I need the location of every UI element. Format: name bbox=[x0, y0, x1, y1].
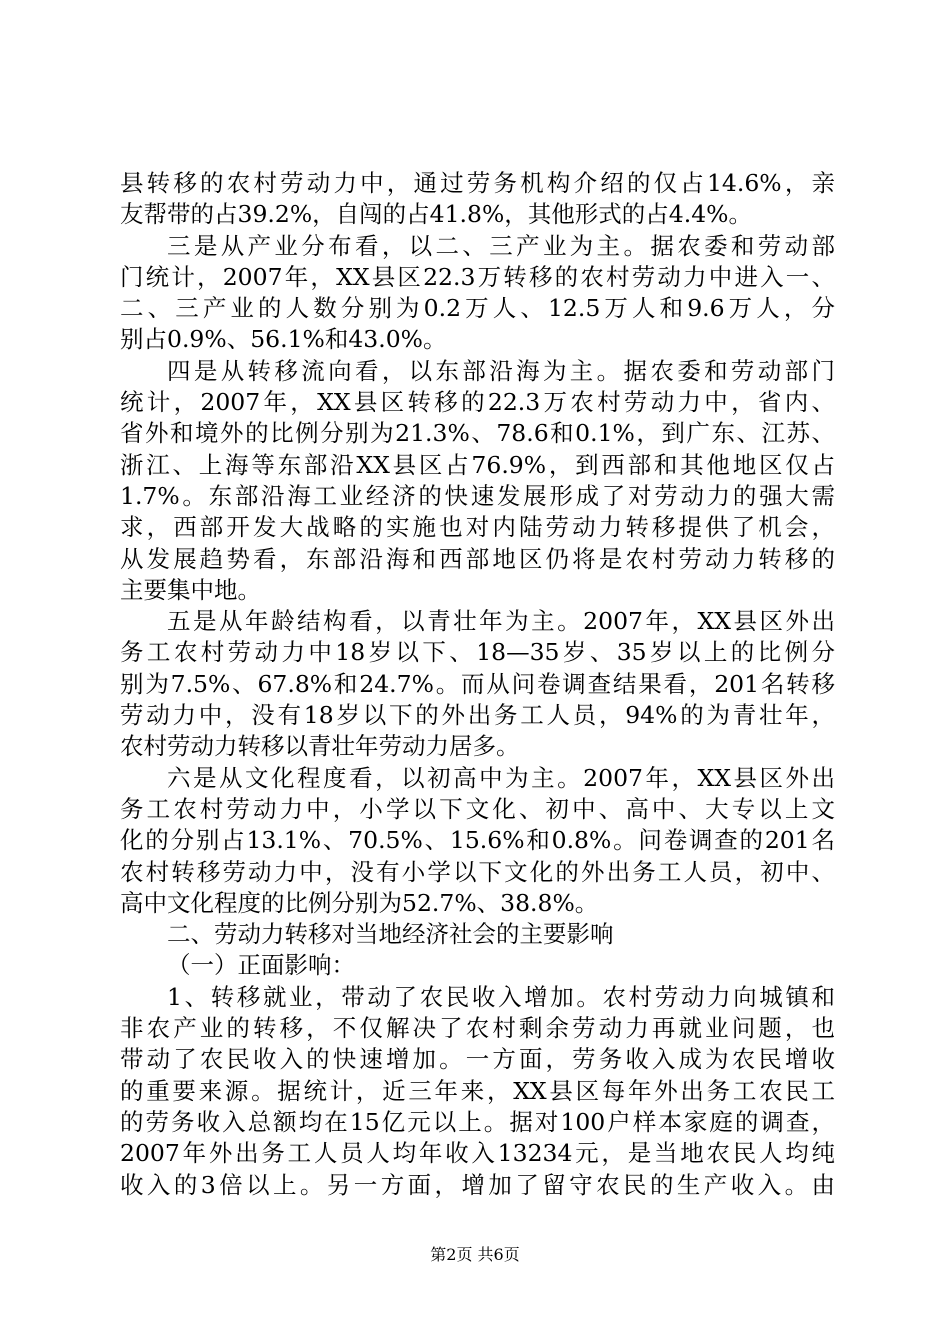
text-line: 省外和境外的比例分别为21.3%、78.6和0.1%，到广东、江苏、 bbox=[120, 419, 835, 448]
text-line: 县转移的农村劳动力中，通过劳务机构介绍的仅占14.6%，亲 bbox=[120, 169, 835, 197]
page-footer: 第2页 共6页 bbox=[430, 1245, 520, 1264]
text-line: 三是从产业分布看，以二、三产业为主。据农委和劳动部 bbox=[167, 231, 835, 260]
text-line: 1、转移就业，带动了农民收入增加。农村劳动力向城镇和 bbox=[167, 982, 835, 1011]
text-line: 二、劳动力转移对当地经济社会的主要影响 bbox=[167, 920, 614, 949]
text-line: （一）正面影响： bbox=[167, 951, 355, 980]
text-line: 五是从年龄结构看，以青壮年为主。2007年，XX县区外出 bbox=[167, 607, 835, 636]
text-line: 求，西部开发大战略的实施也对内陆劳动力转移提供了机会， bbox=[120, 513, 835, 542]
text-line: 的劳务收入总额均在15亿元以上。据对100户样本家庭的调查， bbox=[120, 1107, 835, 1136]
text-line: 农村转移劳动力中，没有小学以下文化的外出务工人员，初中、 bbox=[120, 857, 835, 886]
text-line: 收入的3倍以上。另一方面，增加了留守农民的生产收入。由 bbox=[120, 1170, 835, 1199]
text-line: 务工农村劳动力中18岁以下、18—35岁、35岁以上的比例分 bbox=[120, 638, 835, 667]
text-line: 六是从文化程度看，以初高中为主。2007年，XX县区外出 bbox=[167, 763, 835, 792]
text-line: 高中文化程度的比例分别为52.7%、38.8%。 bbox=[120, 888, 599, 917]
text-line: 二、三产业的人数分别为0.2万人、12.5万人和9.6万人，分 bbox=[120, 294, 835, 323]
text-line: 别为7.5%、67.8%和24.7%。而从问卷调查结果看，201名转移 bbox=[120, 669, 835, 698]
text-line: 非农产业的转移，不仅解决了农村剩余劳动力再就业问题，也 bbox=[120, 1014, 835, 1043]
text-line: 从发展趋势看，东部沿海和西部地区仍将是农村劳动力转移的 bbox=[120, 544, 835, 573]
text-line: 劳动力中，没有18岁以下的外出务工人员，94%的为青壮年， bbox=[120, 701, 835, 730]
text-line: 别占0.9%、56.1%和43.0%。 bbox=[120, 325, 447, 354]
text-line: 四是从转移流向看，以东部沿海为主。据农委和劳动部门 bbox=[167, 356, 835, 385]
text-line: 门统计，2007年，XX县区22.3万转移的农村劳动力中进入一、 bbox=[120, 262, 835, 291]
text-line: 浙江、上海等东部沿XX县区占76.9%，到西部和其他地区仅占 bbox=[120, 450, 835, 479]
text-line: 主要集中地。 bbox=[120, 575, 261, 604]
text-line: 2007年外出务工人员人均年收入13234元，是当地农民人均纯 bbox=[120, 1139, 835, 1168]
text-line: 化的分别占13.1%、70.5%、15.6%和0.8%。问卷调查的201名 bbox=[120, 826, 835, 855]
text-line: 带动了农民收入的快速增加。一方面，劳务收入成为农民增收 bbox=[120, 1045, 835, 1074]
text-line: 1.7%。东部沿海工业经济的快速发展形成了对劳动力的强大需 bbox=[120, 481, 835, 510]
text-line: 农村劳动力转移以青壮年劳动力居多。 bbox=[120, 732, 520, 761]
text-line: 的重要来源。据统计，近三年来，XX县区每年外出务工农民工 bbox=[120, 1076, 835, 1105]
text-line: 友帮带的占39.2%，自闯的占41.8%，其他形式的占4.4%。 bbox=[120, 200, 753, 229]
text-line: 务工农村劳动力中，小学以下文化、初中、高中、大专以上文 bbox=[120, 794, 835, 823]
body-text bbox=[120, 168, 835, 1201]
text-line: 统计，2007年，XX县区转移的22.3万农村劳动力中，省内、 bbox=[120, 388, 835, 417]
